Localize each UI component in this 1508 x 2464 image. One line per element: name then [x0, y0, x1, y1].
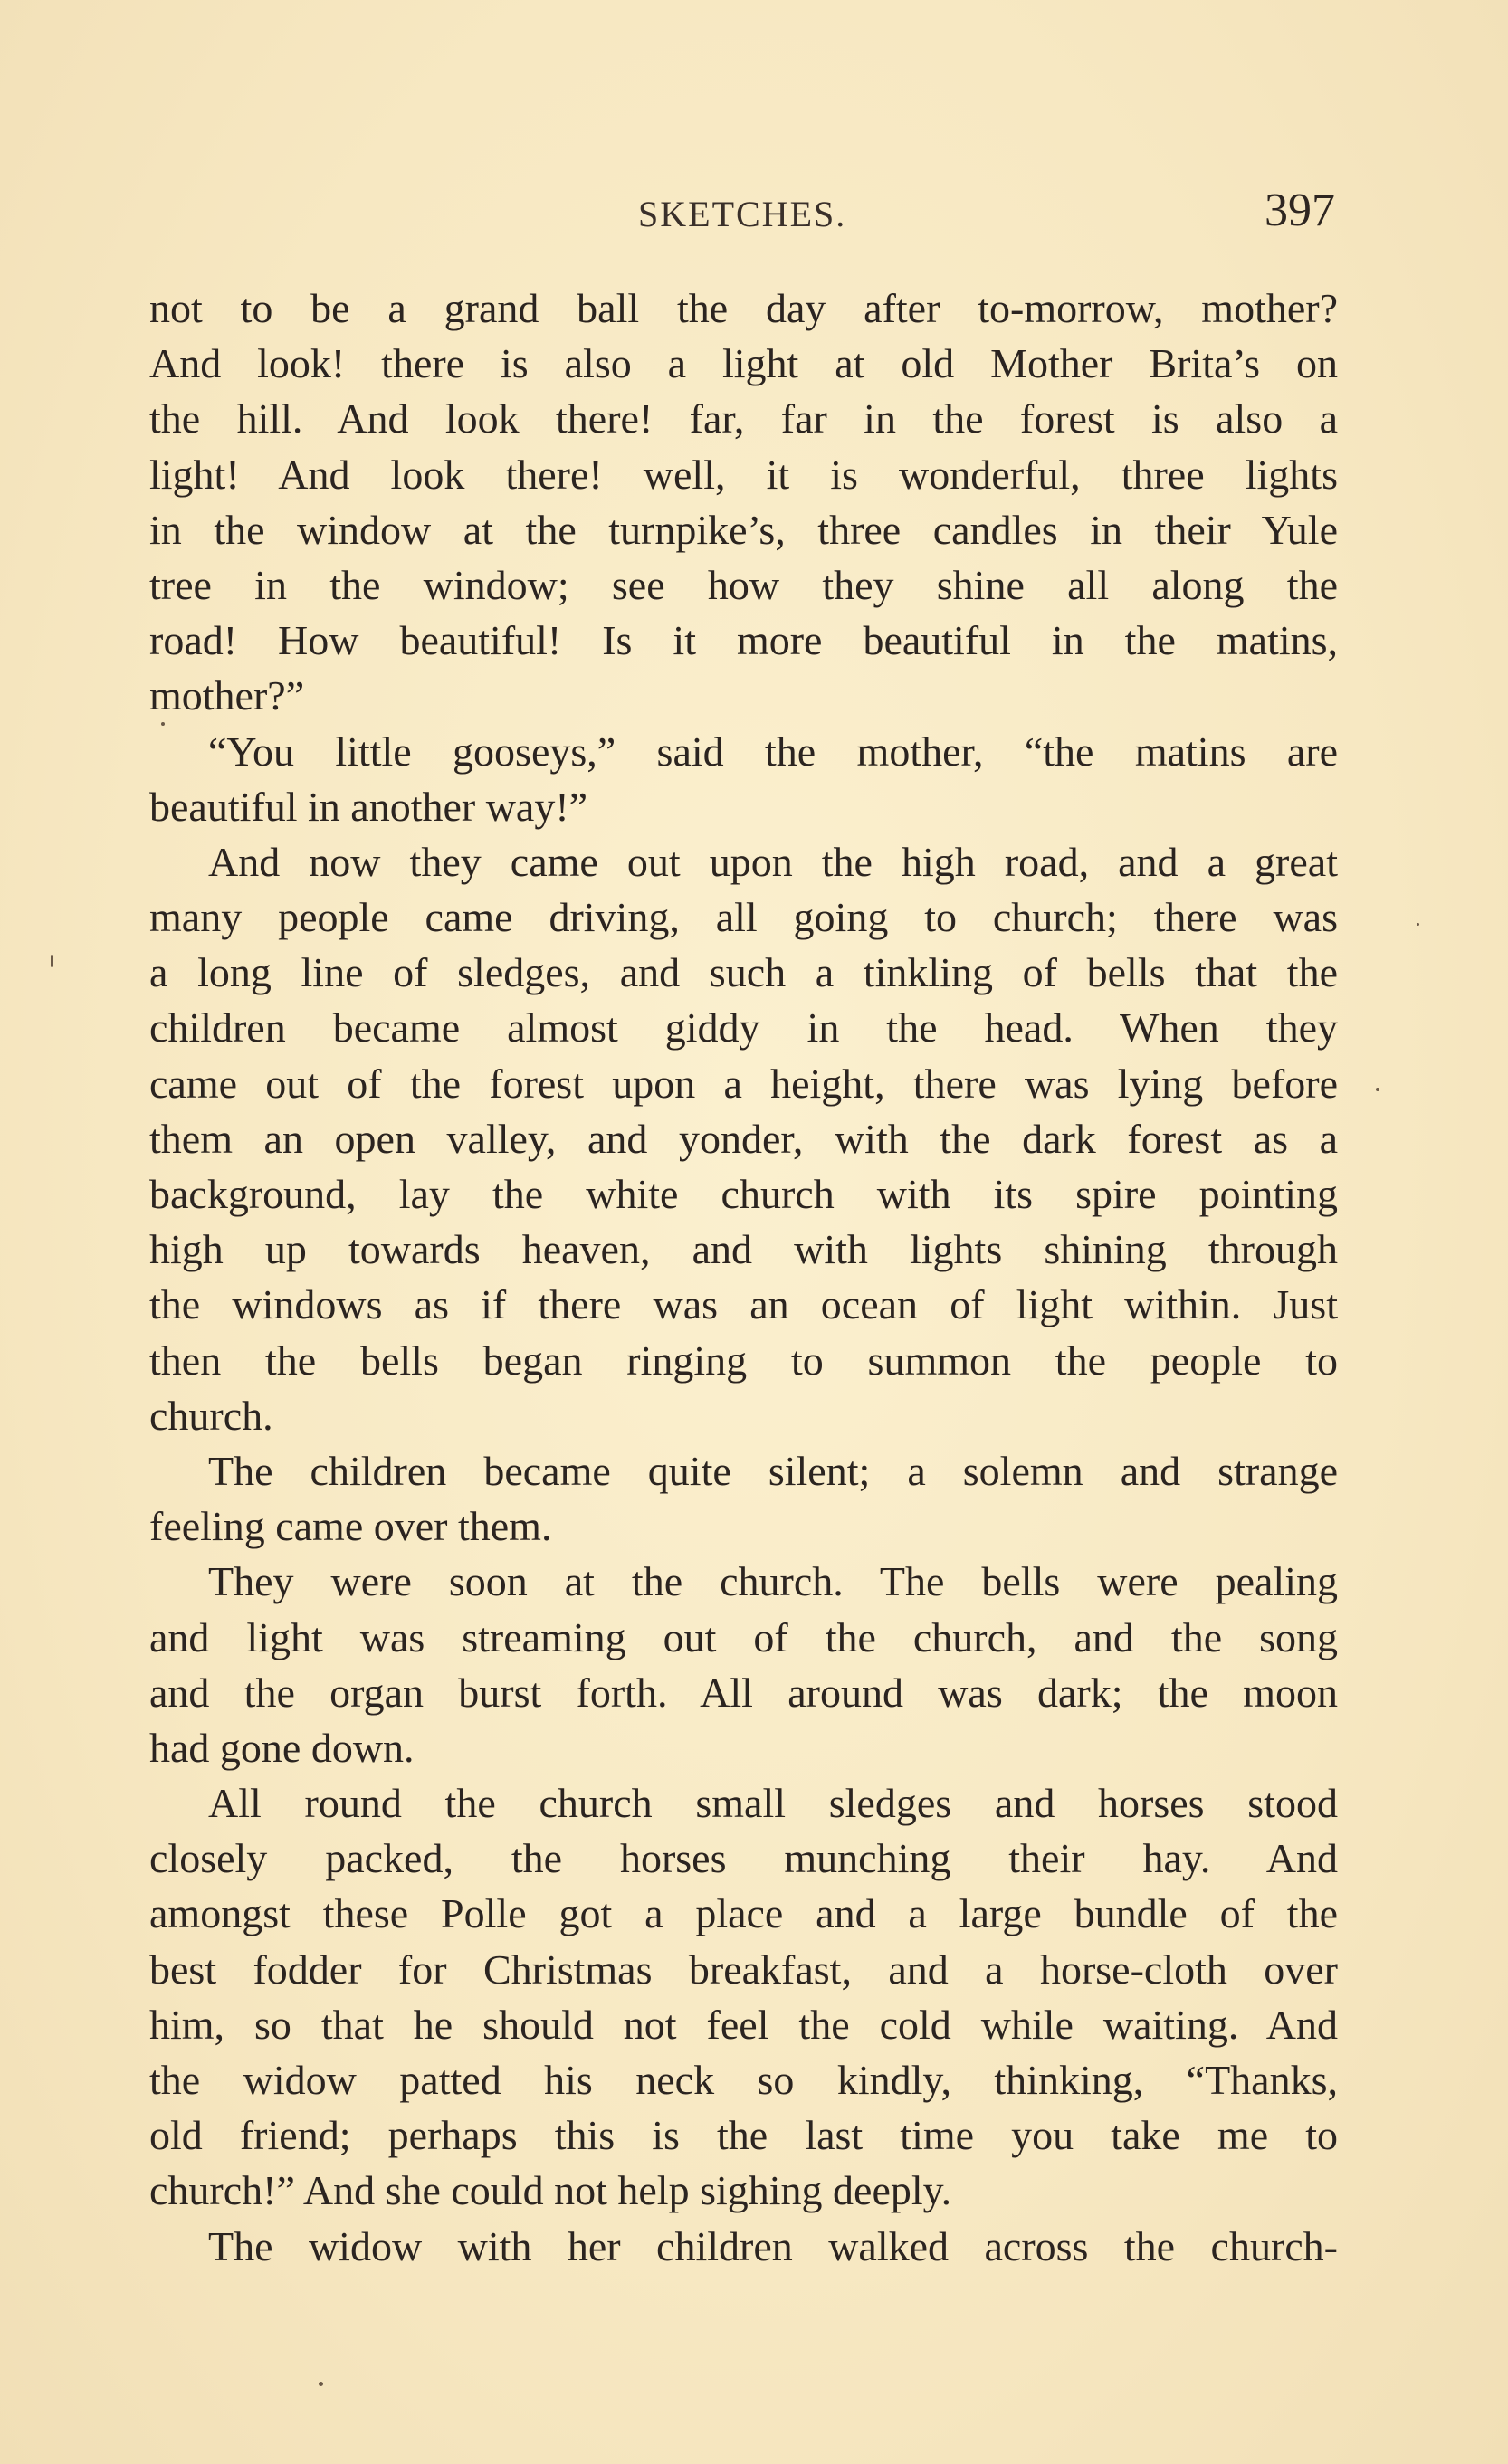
text-line: closely packed, the horses munching their hay. And [149, 1835, 1338, 1882]
page-speck [319, 2382, 323, 2386]
text-line: background, lay the white church with its spire pointing [149, 1171, 1338, 1217]
text-line: him, so that he should not feel the cold while waiting. And [149, 2001, 1338, 2048]
text-line: They were soon at the church. The bells were pealing [208, 1558, 1338, 1605]
text-line: The widow with her children walked across the church- [208, 2222, 1338, 2269]
page-speck [1417, 923, 1419, 926]
text-line: best fodder for Christmas breakfast, and a horse-cloth over [149, 1946, 1338, 1993]
text-line: All round the church small sledges and horses stood [208, 1780, 1338, 1827]
text-line: high up towards heaven, and with lights shining through [149, 1226, 1338, 1273]
running-title: SKETCHES. [638, 194, 847, 234]
text-line: them an open valley, and yonder, with the dark forest as a [149, 1115, 1338, 1162]
text-line: church!” And she could not help sighing deeply. [149, 2167, 952, 2214]
text-line: old friend; perhaps this is the last time you take me to [149, 2112, 1338, 2159]
text-line: And look! there is also a light at old Mother Brita’s on [149, 340, 1338, 387]
page-number: 397 [1265, 185, 1335, 236]
text-line: “You little gooseys,” said the mother, “the matins are [208, 728, 1338, 775]
text-line: The children became quite silent; a solemn and strange [208, 1447, 1338, 1494]
running-head [154, 184, 1335, 242]
text-line: the hill. And look there! far, far in the forest is also a [149, 395, 1338, 442]
text-line: had gone down. [149, 1724, 415, 1771]
body-text [149, 281, 1338, 2274]
text-line: feeling came over them. [149, 1503, 552, 1550]
text-line: light! And look there! well, it is wonderful, three lights [149, 451, 1338, 498]
text-line: And now they came out upon the high road, and a great [208, 838, 1338, 885]
page-speck [161, 722, 165, 726]
text-line: not to be a grand ball the day after to-morrow, mother? [149, 285, 1338, 331]
text-line: and light was streaming out of the church, and the song [149, 1613, 1338, 1660]
text-line: the windows as if there was an ocean of light within. Just [149, 1281, 1338, 1328]
text-line: church. [149, 1392, 273, 1439]
text-line: road! How beautiful! Is it more beautiful in the matins, [149, 617, 1338, 664]
text-line: the widow patted his neck so kindly, thinking, “Thanks, [149, 2057, 1338, 2103]
text-line: tree in the window; see how they shine all along the [149, 561, 1338, 608]
text-line: in the window at the turnpike’s, three candles in their Yule [149, 506, 1338, 553]
text-line: a long line of sledges, and such a tinkling of bells that the [149, 949, 1338, 996]
page-speck [51, 955, 53, 967]
text-line: came out of the forest upon a height, there was lying before [149, 1060, 1338, 1107]
text-line: many people came driving, all going to church; there was [149, 894, 1338, 941]
text-line: and the organ burst forth. All around was dark; the moon [149, 1669, 1338, 1716]
text-line: beautiful in another way!” [149, 783, 588, 830]
text-line: then the bells began ringing to summon the people to [149, 1337, 1338, 1384]
page-speck [1376, 1088, 1379, 1091]
text-line: mother?” [149, 672, 305, 719]
text-line: children became almost giddy in the head. When they [149, 1004, 1338, 1051]
text-line: amongst these Polle got a place and a large bundle of the [149, 1890, 1338, 1937]
